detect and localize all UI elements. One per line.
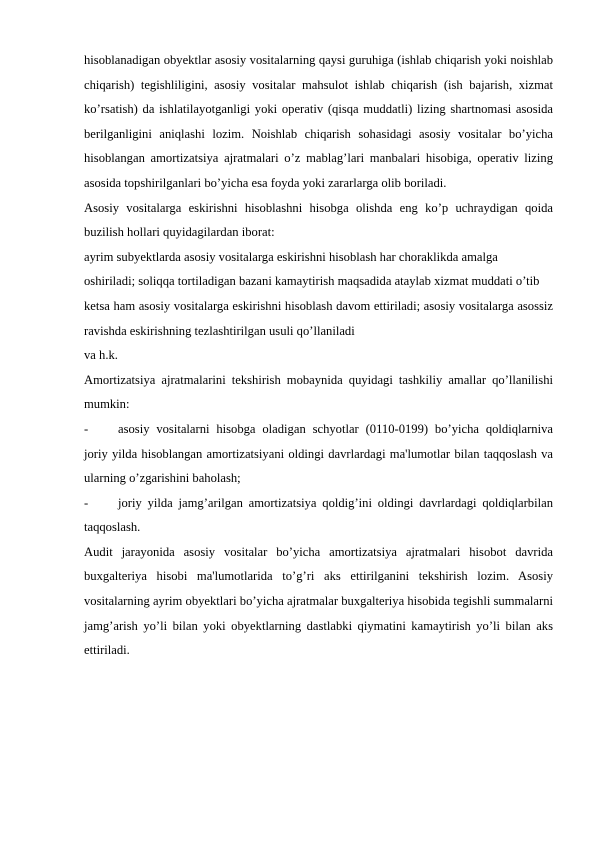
dash-bullet: - <box>84 495 89 510</box>
list-item <box>84 417 553 491</box>
dash-list <box>84 417 553 540</box>
paragraph-tax-base-reduction: oshiriladi; soliqqa tortiladigan bazani kamaytirish maqsadida ataylab xizmat muddati o’tib <box>84 274 540 289</box>
paragraph-asset-classification: hisoblanadigan obyektlar asosiy vositalarning qaysi guruhiga (ishlab chiqarish yoki noishlab chiqarish) tegishliligini, asosiy vositalar mahsulot ishlab chiqarish (ish bajarish, xizmat ko’rsatish) da ishlatilayotganligi yoki operativ (qisqa muddatli) lizing shartnomasi asosida berilganligini aniqlashi lozim. Noishlab chiqarish sohasidagi asosiy vositalar bo’yicha hisoblangan amortizatsiya ajratmalari o’z mablag’lari manbalari hisobiga, operativ lizing asosida topshirilganlari bo’yicha esa foyda yoki zararlarga olib boriladi. <box>84 53 553 190</box>
paragraph-audit-actions-intro: Amortizatsiya ajratmalarini tekshirish mobaynida quyidagi tashkiliy amallar qo’llanilishi mumkin: <box>84 372 553 412</box>
paragraph-continued-depreciation: ketsa ham asosiy vositalarga eskirishni hisoblash davom ettiriladi; asosiy vositalarga asossiz ravishda eskirishning tezlashtirilgan usuli qo’llaniladi <box>84 298 553 338</box>
list-item-text: joriy yilda jamg’arilgan amortizatsiya qoldig’ini oldingi davrlardagi qoldiqlarbilan taqqoslash. <box>84 495 553 535</box>
document-page <box>84 48 553 663</box>
list-item-text: asosiy vositalarni hisobga oladigan schyotlar (0110-0199) bo’yicha qoldiqlarniva joriy yilda hisoblangan amortizatsiyani oldingi davrlardagi ma'lumotlar bilan taqqoslash va ularning o’zgarishini baholash; <box>84 421 553 486</box>
paragraph-quarterly-depreciation: ayrim subyektlarda asosiy vositalarga eskirishni hisoblash har choraklikda amalga <box>84 249 498 264</box>
list-item <box>84 491 553 540</box>
paragraph-etc: va h.k. <box>84 348 118 363</box>
dash-bullet: - <box>84 421 89 436</box>
paragraph-audit-process: Audit jarayonida asosiy vositalar bo’yicha amortizatsiya ajratmalari hisobot davrida buxgalteriya hisobi ma'lumotlarida to’g’ri aks ettirilganini tekshirish lozim. Asosiy vositalarning ayrim obyektlari bo’yicha ajratmalar buxgalteriya hisobida tegishli summalarni jamg’arish yo’li bilan yoki obyektlarning dastlabki qiymatini kamaytirish yo’li bilan aks ettiriladi. <box>84 544 553 658</box>
paragraph-depreciation-violations-intro: Asosiy vositalarga eskirishni hisoblashni hisobga olishda eng ko’p uchraydigan qoida buzilish hollari quyidagilardan iborat: <box>84 200 553 240</box>
